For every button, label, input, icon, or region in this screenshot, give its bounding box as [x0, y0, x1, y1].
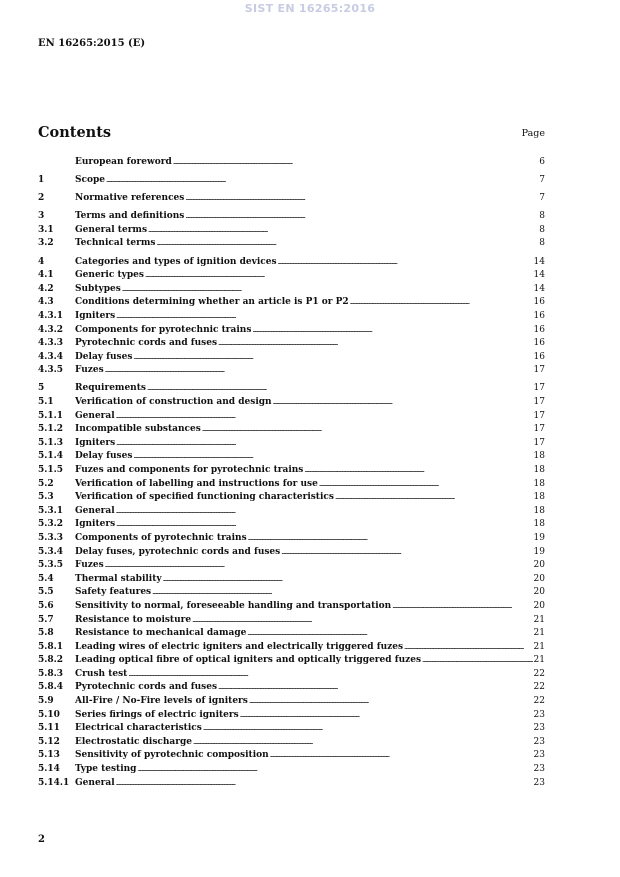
toc-entry-page: 20	[533, 587, 545, 598]
toc-entry-number: 3	[38, 211, 45, 222]
toc-dot-leader	[185, 210, 538, 224]
toc-entry-number: 5.1.2	[38, 424, 64, 435]
toc-entry-page: 17	[533, 383, 545, 394]
document-id: EN 16265:2015 (E)	[38, 38, 146, 49]
toc-entry-number: 5.14.1	[38, 777, 70, 788]
toc-entry[interactable]	[38, 410, 545, 424]
toc-entry[interactable]	[38, 559, 545, 573]
toc-entry-title: Verification of labelling and instructions for use	[75, 478, 318, 489]
toc-entry-title: Fuzes	[75, 365, 104, 376]
toc-entry-number: 4.3.4	[38, 351, 64, 362]
toc-dot-leader	[319, 478, 533, 492]
toc-entry[interactable]	[38, 283, 545, 297]
toc-entry-title: Requirements	[75, 383, 146, 394]
toc-dot-leader	[105, 364, 533, 378]
toc-dot-leader	[203, 722, 533, 736]
toc-entry-page: 7	[539, 193, 545, 204]
toc-entry-title: Igniters	[75, 310, 116, 321]
footer-page-number: 2	[38, 834, 45, 845]
toc-dot-leader	[147, 382, 533, 396]
toc-entry-title: Pyrotechnic cords and fuses	[75, 682, 218, 693]
toc-entry[interactable]	[38, 749, 545, 763]
toc-dot-leader	[335, 491, 533, 505]
toc-dot-leader	[133, 450, 532, 464]
toc-entry[interactable]	[38, 491, 545, 505]
toc-dot-leader	[252, 324, 532, 338]
toc-entry-number: 5.4	[38, 573, 54, 584]
toc-entry-page: 7	[539, 175, 545, 186]
toc-entry-page: 16	[533, 351, 545, 362]
toc-entry[interactable]	[38, 256, 545, 270]
toc-entry[interactable]	[38, 464, 545, 478]
toc-entry[interactable]	[38, 351, 545, 365]
toc-entry-title: All-Fire / No-Fire levels of igniters	[75, 696, 248, 707]
toc-entry-number: 5.14	[38, 764, 60, 775]
toc-entry-number: 4.1	[38, 270, 54, 281]
toc-entry[interactable]	[38, 237, 545, 251]
toc-entry-page: 17	[533, 410, 545, 421]
toc-entry-page: 14	[533, 283, 545, 294]
toc-entry-title: Delay fuses	[75, 451, 133, 462]
toc-entry-number: 5.5	[38, 587, 54, 598]
toc-entry[interactable]	[38, 654, 545, 668]
toc-entry-page: 16	[533, 338, 545, 349]
toc-dot-leader	[163, 573, 533, 587]
toc-entry-page: 21	[533, 614, 545, 625]
toc-entry-page: 21	[533, 641, 545, 652]
toc-entry-title: Sensitivity to normal, foreseeable handling and transportation	[75, 600, 392, 611]
toc-dot-leader	[422, 654, 533, 668]
toc-entry[interactable]	[38, 586, 545, 600]
toc-entry-number: 5.8.3	[38, 668, 64, 679]
toc-entry-page: 21	[533, 655, 545, 666]
toc-entry-title: Categories and types of ignition devices	[75, 256, 277, 267]
toc-dot-leader	[128, 668, 532, 682]
toc-dot-leader	[218, 681, 533, 695]
toc-entry-page: 20	[533, 573, 545, 584]
toc-dot-leader	[156, 237, 538, 251]
toc-entry[interactable]	[38, 310, 545, 324]
toc-entry[interactable]	[38, 695, 545, 709]
toc-entry-number: 4.3.5	[38, 365, 64, 376]
toc-entry-title: Delay fuses	[75, 351, 133, 362]
toc-entry-title: Electrostatic discharge	[75, 736, 193, 747]
toc-entry-page: 14	[533, 256, 545, 267]
toc-entry[interactable]	[38, 736, 545, 750]
toc-entry-title: Leading wires of electric igniters and electrically triggered fuzes	[75, 641, 404, 652]
toc-entry-number: 5.13	[38, 750, 60, 761]
toc-entry-number: 4.3.3	[38, 338, 64, 349]
toc-entry-title: Series firings of electric igniters	[75, 709, 239, 720]
toc-dot-leader	[202, 423, 533, 437]
toc-dot-leader	[148, 224, 538, 238]
toc-entry-number: 1	[38, 175, 45, 186]
toc-entry-number: 5.12	[38, 736, 60, 747]
toc-entry-number: 5.8.2	[38, 655, 64, 666]
toc-entry-number: 5.3.1	[38, 505, 64, 516]
toc-entry-number: 3.1	[38, 224, 54, 235]
toc-entry[interactable]	[38, 546, 545, 560]
toc-entry-page: 23	[533, 764, 545, 775]
toc-entry-title: Incompatible substances	[75, 424, 201, 435]
toc-entry[interactable]	[38, 210, 545, 224]
toc-dot-leader	[116, 437, 532, 451]
toc-entry-number: 5.8	[38, 628, 54, 639]
toc-entry-page: 16	[533, 324, 545, 335]
toc-entry-page: 17	[533, 365, 545, 376]
toc-entry[interactable]	[38, 681, 545, 695]
toc-dot-leader	[116, 518, 532, 532]
toc-entry-number: 5.10	[38, 709, 60, 720]
toc-entry-title: Crush test	[75, 668, 128, 679]
toc-entry[interactable]	[38, 777, 545, 791]
toc-dot-leader	[193, 736, 533, 750]
toc-entry-page: 22	[533, 696, 545, 707]
toc-entry-title: Normative references	[75, 193, 185, 204]
toc-dot-leader	[278, 256, 533, 270]
toc-dot-leader	[273, 396, 533, 410]
toc-entry-page: 8	[539, 238, 545, 249]
toc-entry-number: 5.3.5	[38, 560, 64, 571]
toc-dot-leader	[116, 310, 532, 324]
toc-entry[interactable]	[38, 614, 545, 628]
toc-entry-page: 22	[533, 668, 545, 679]
toc-entry-page: 17	[533, 424, 545, 435]
toc-entry[interactable]	[38, 722, 545, 736]
toc-entry-number: 4.2	[38, 283, 54, 294]
toc-entry[interactable]	[38, 337, 545, 351]
toc-entry-number: 5.6	[38, 600, 54, 611]
toc-entry-number: 4.3.1	[38, 310, 64, 321]
toc-entry[interactable]	[38, 518, 545, 532]
toc-entry[interactable]	[38, 224, 545, 238]
toc-entry-title: Type testing	[75, 764, 137, 775]
toc-entry-page: 20	[533, 560, 545, 571]
toc-entry[interactable]	[38, 450, 545, 464]
toc-entry-page: 22	[533, 682, 545, 693]
toc-entry-title: Subtypes	[75, 283, 121, 294]
toc-entry-title: Igniters	[75, 437, 116, 448]
toc-entry[interactable]	[38, 709, 545, 723]
toc-entry-title: General terms	[75, 224, 148, 235]
toc-entry-number: 4.3.2	[38, 324, 64, 335]
toc-dot-leader	[248, 532, 533, 546]
toc-entry-number: 5.2	[38, 478, 54, 489]
toc-dot-leader	[247, 627, 532, 641]
toc-entry[interactable]	[38, 437, 545, 451]
toc-dot-leader	[152, 586, 532, 600]
toc-entry-page: 17	[533, 437, 545, 448]
toc-dot-leader	[270, 749, 533, 763]
toc-dot-leader	[304, 464, 532, 478]
toc-entry-title: Components for pyrotechnic trains	[75, 324, 252, 335]
toc-entry-number: 5.8.4	[38, 682, 64, 693]
toc-entry-number: 5.1.3	[38, 437, 64, 448]
toc-entry-page: 23	[533, 723, 545, 734]
toc-entry[interactable]	[38, 396, 545, 410]
toc-entry-page: 6	[539, 157, 545, 167]
toc-entry[interactable]	[38, 668, 545, 682]
toc-entry-title: Fuzes	[75, 560, 104, 571]
toc-entry[interactable]	[38, 423, 545, 437]
toc-entry[interactable]	[38, 156, 545, 170]
toc-entry-title: Resistance to moisture	[75, 614, 192, 625]
toc-entry-page: 8	[539, 211, 545, 222]
toc-entry-page: 16	[533, 297, 545, 308]
toc-entry-number: 5.1.5	[38, 464, 64, 475]
toc-entry[interactable]	[38, 269, 545, 283]
toc-entry-number: 5.3	[38, 492, 54, 503]
toc-entry-page: 19	[533, 546, 545, 557]
toc-dot-leader	[105, 559, 533, 573]
toc-dot-leader	[116, 505, 533, 519]
toc-dot-leader	[249, 695, 533, 709]
toc-entry-title: Pyrotechnic cords and fuses	[75, 338, 218, 349]
toc-entry-number: 5.3.3	[38, 532, 64, 543]
toc-entry-page: 18	[533, 478, 545, 489]
toc-entry[interactable]	[38, 382, 545, 396]
toc-entry-title: Conditions determining whether an article is P1 or P2	[75, 297, 349, 308]
toc-entry-page: 17	[533, 397, 545, 407]
toc-entry-title: Generic types	[75, 270, 144, 281]
toc-entry-page: 23	[533, 709, 545, 720]
toc-entry[interactable]	[38, 174, 545, 188]
toc-dot-leader	[145, 269, 533, 283]
toc-entry-page: 18	[533, 519, 545, 530]
toc-entry[interactable]	[38, 505, 545, 519]
toc-entry-title: Resistance to mechanical damage	[75, 628, 247, 639]
toc-entry-page: 23	[533, 750, 545, 761]
toc-entry-page: 23	[533, 736, 545, 747]
toc-entry-title: Technical terms	[75, 238, 156, 249]
toc-entry[interactable]	[38, 627, 545, 641]
contents-title: Contents	[38, 124, 112, 141]
toc-entry[interactable]	[38, 573, 545, 587]
toc-entry-title: Electrical characteristics	[75, 723, 202, 734]
toc-entry-number: 5.9	[38, 696, 54, 707]
page-column-label: Page	[521, 128, 545, 139]
toc-entry-number: 5.3.2	[38, 519, 64, 530]
toc-dot-leader	[218, 337, 533, 351]
toc-entry-title: General	[75, 777, 115, 788]
toc-entry[interactable]	[38, 641, 545, 655]
toc-entry-page: 14	[533, 270, 545, 281]
toc-entry-page: 8	[539, 224, 545, 235]
toc-dot-leader	[116, 410, 533, 424]
watermark: SIST EN 16265:2016	[244, 2, 376, 15]
toc-entry-page: 21	[533, 628, 545, 639]
toc-entry-number: 5.8.1	[38, 641, 64, 652]
toc-dot-leader	[350, 296, 533, 310]
toc-dot-leader	[173, 156, 538, 170]
toc-dot-leader	[116, 777, 533, 791]
toc-dot-leader	[106, 174, 538, 188]
toc-entry-number: 4	[38, 256, 45, 267]
toc-entry-title: General	[75, 505, 115, 516]
toc-dot-leader	[137, 763, 532, 777]
toc-entry-page: 18	[533, 505, 545, 516]
toc-entry-title: Terms and definitions	[75, 211, 185, 222]
toc-entry-title: Scope	[75, 175, 106, 186]
toc-entry-number: 5.1.1	[38, 410, 64, 421]
toc-entry[interactable]	[38, 600, 545, 614]
toc-entry-number: 5.7	[38, 614, 54, 625]
toc-entry-title: European foreword	[75, 157, 172, 167]
toc-entry-title: Fuzes and components for pyrotechnic trains	[75, 464, 304, 475]
toc-entry-number: 5	[38, 383, 45, 394]
toc-entry[interactable]	[38, 532, 545, 546]
toc-entry-page: 19	[533, 532, 545, 543]
toc-dot-leader	[240, 709, 533, 723]
toc-entry-title: Verification of specified functioning characteristics	[75, 492, 334, 503]
toc-entry-page: 16	[533, 310, 545, 321]
toc-entry-title: Sensitivity of pyrotechnic composition	[75, 750, 269, 761]
toc-entry-page: 18	[533, 492, 545, 503]
toc-entry-number: 5.1.4	[38, 451, 64, 462]
toc-entry[interactable]	[38, 192, 545, 206]
toc-dot-leader	[133, 351, 532, 365]
toc-entry[interactable]	[38, 364, 545, 378]
toc-entry-number: 4.3	[38, 297, 54, 308]
toc-entry-page: 23	[533, 777, 545, 788]
toc-dot-leader	[404, 641, 533, 655]
toc-entry-title: Safety features	[75, 587, 152, 598]
toc-entry-title: Igniters	[75, 519, 116, 530]
toc-entry-page: 18	[533, 464, 545, 475]
table-of-contents	[38, 156, 545, 790]
toc-entry-title: Leading optical fibre of optical igniters and optically triggered fuzes	[75, 655, 422, 666]
toc-dot-leader	[392, 600, 532, 614]
toc-entry-number: 5.3.4	[38, 546, 64, 557]
toc-entry-number: 3.2	[38, 238, 54, 249]
toc-entry[interactable]	[38, 296, 545, 310]
toc-entry-title: Components of pyrotechnic trains	[75, 532, 247, 543]
toc-dot-leader	[192, 614, 532, 628]
toc-dot-leader	[185, 192, 538, 206]
toc-entry-page: 20	[533, 600, 545, 611]
toc-entry-page: 18	[533, 451, 545, 462]
toc-entry-number: 5.11	[38, 723, 60, 734]
toc-entry[interactable]	[38, 478, 545, 492]
toc-entry-number: 5.1	[38, 397, 54, 407]
toc-entry-title: Thermal stability	[75, 573, 162, 584]
toc-entry-title: Verification of construction and design	[75, 397, 272, 407]
toc-entry-number: 2	[38, 193, 45, 204]
toc-entry[interactable]	[38, 763, 545, 777]
toc-dot-leader	[122, 283, 533, 297]
toc-entry[interactable]	[38, 324, 545, 338]
toc-dot-leader	[281, 546, 532, 560]
toc-entry-title: Delay fuses, pyrotechnic cords and fuses	[75, 546, 281, 557]
toc-entry-title: General	[75, 410, 115, 421]
